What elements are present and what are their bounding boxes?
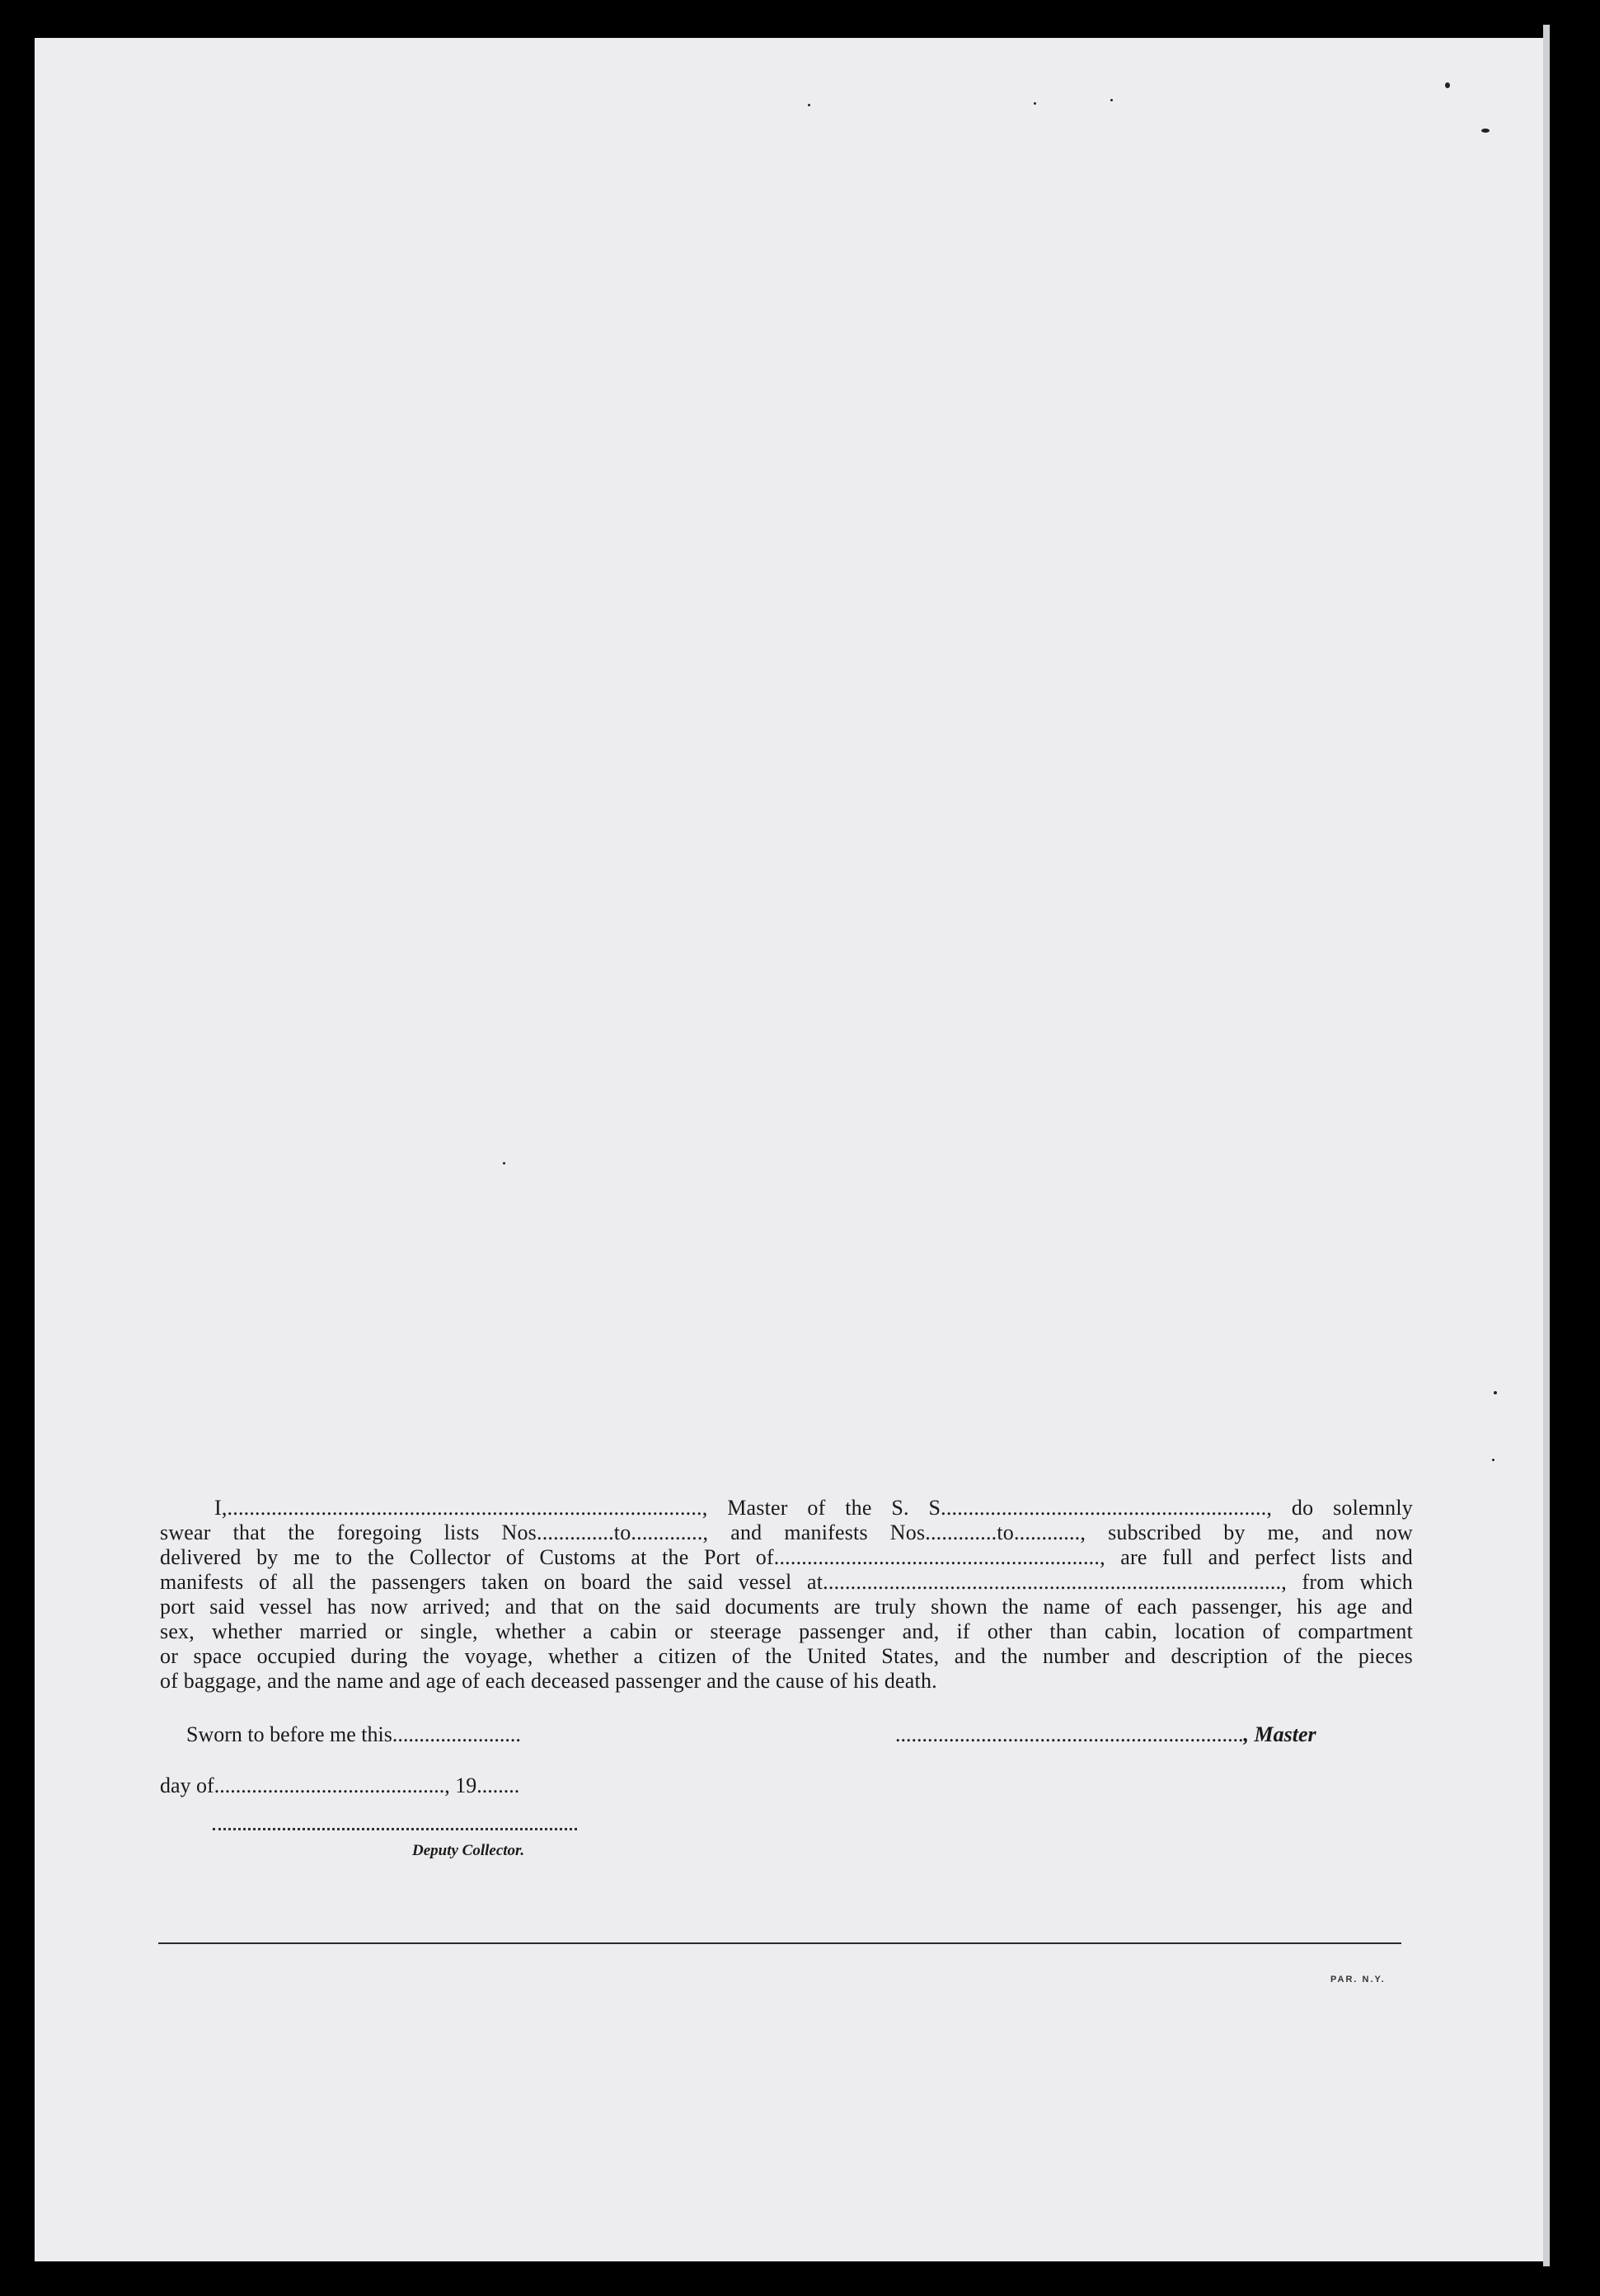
oath-line: I,......................................................................................, Master of the S. S..........................................................., do solemnly <box>214 1496 1413 1520</box>
document-page <box>35 38 1548 2261</box>
day-of-line: day of..........................................., 19........ <box>160 1774 520 1797</box>
oath-line: port said vessel has now arrived; and that on the said documents are truly shown the name of each passenger, his age and <box>160 1595 1413 1619</box>
printer-mark: PAR. N.Y. <box>1330 1975 1386 1984</box>
sworn-before-line: Sworn to before me this........................ <box>186 1722 521 1746</box>
master-oath-paragraph <box>160 1496 1413 1694</box>
master-signature-line <box>895 1722 1316 1747</box>
master-signature-blank: ................................................................. <box>895 1722 1244 1746</box>
deputy-collector-label: Deputy Collector. <box>412 1842 525 1859</box>
footer-rule <box>158 1942 1401 1944</box>
oath-line: manifests of all the passengers taken on board the said vessel at..................................................................................., from which <box>160 1570 1413 1594</box>
deputy-signature-line <box>213 1828 577 1830</box>
oath-line: sex, whether married or single, whether a cabin or steerage passenger and, if other than cabin, location of compartment <box>160 1619 1413 1643</box>
oath-line: of baggage, and the name and age of each deceased passenger and the cause of his death. <box>160 1669 937 1693</box>
page-edge <box>1543 25 1550 2266</box>
oath-line: delivered by me to the Collector of Customs at the Port of..........................................................., are full and perfect lists and <box>160 1545 1413 1569</box>
master-label: , Master <box>1243 1722 1316 1746</box>
oath-line: or space occupied during the voyage, whether a citizen of the United States, and the number and description of the pieces <box>160 1644 1413 1668</box>
oath-line: swear that the foregoing lists Nos..............to............., and manifests Nos.............to............, subscribed by me, and now <box>160 1521 1413 1544</box>
